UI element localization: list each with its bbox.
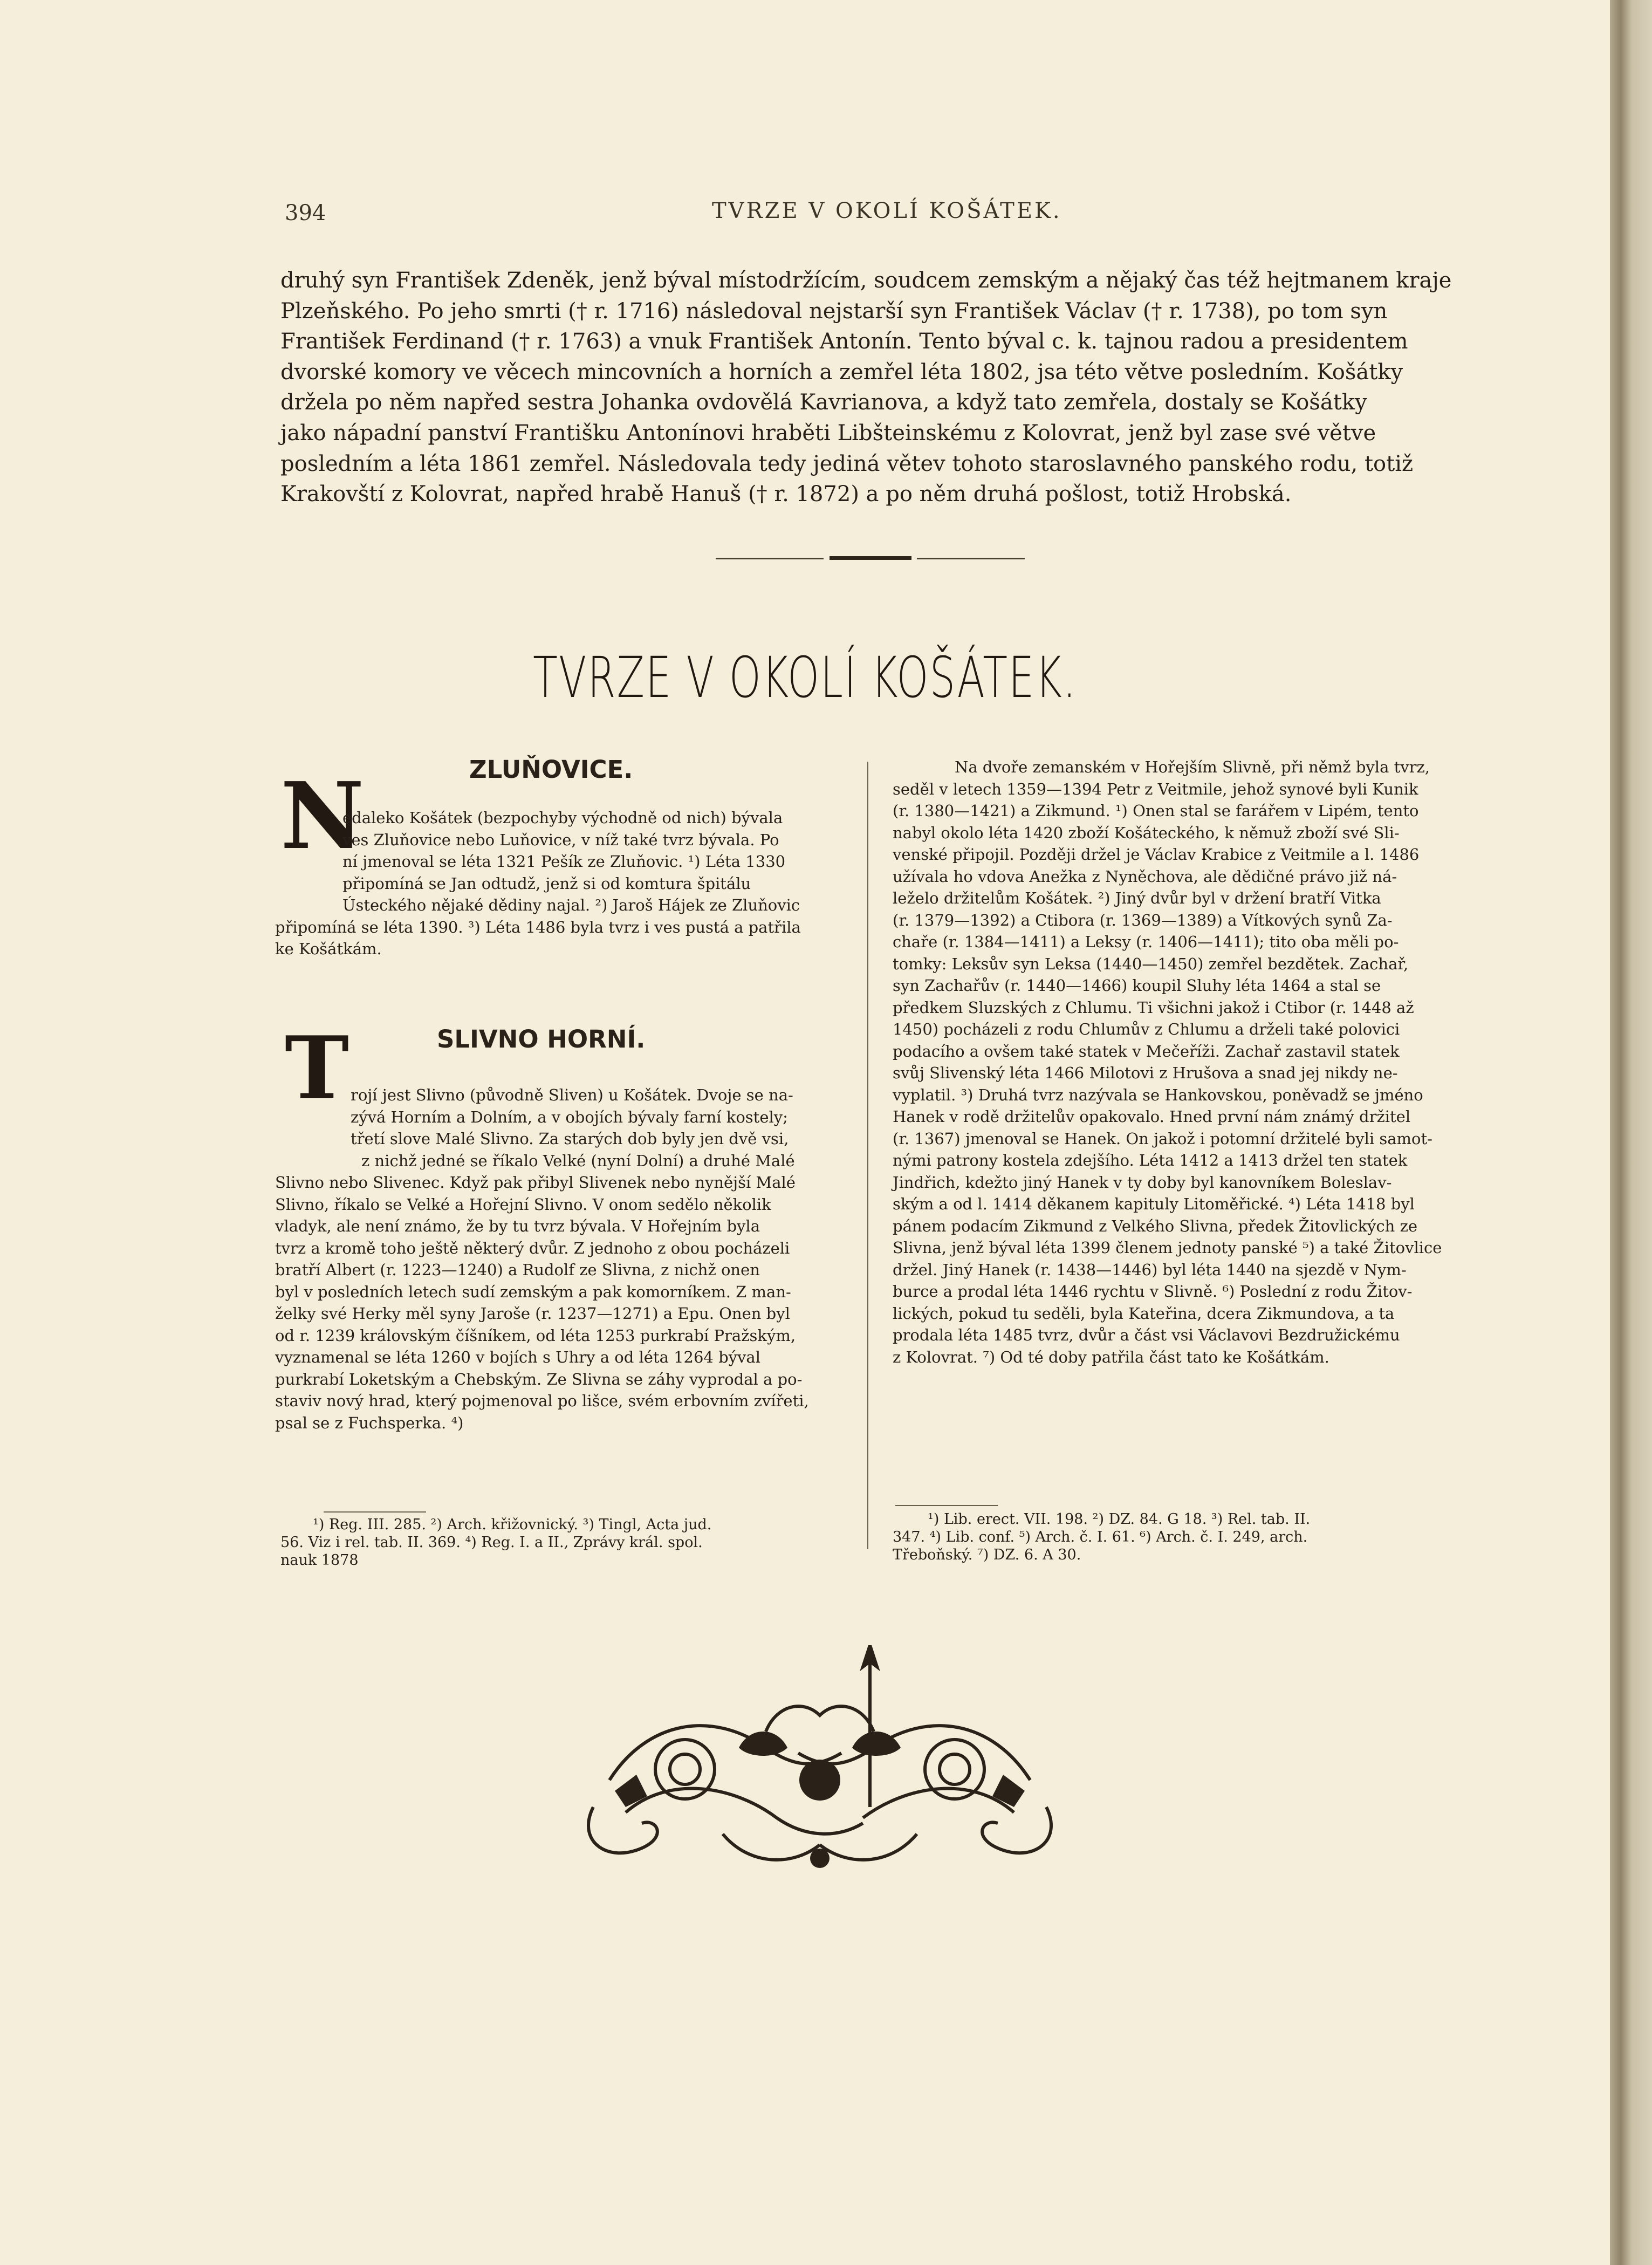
drop-cap-n: N: [280, 762, 365, 870]
separator-rule: [917, 558, 1025, 559]
footnote-rule: [324, 1511, 426, 1513]
text-line: nými patrony kostela zdejšího. Léta 1412 a 1413 držel ten statek: [893, 1151, 1408, 1169]
right-column-text: [893, 756, 1459, 1368]
text-line: Hanek v rodě držitelův opakovalo. Hned první nám známý držitel: [893, 1107, 1411, 1126]
text-line: edaleko Košátek (bezpochyby východně od nich) bývala: [342, 809, 783, 827]
footnote-rule: [895, 1505, 998, 1506]
drop-cap-t: T: [285, 1017, 349, 1119]
text-line: leželo držitelům Košátek. ²) Jiný dvůr byl v držení bratří Vitka: [893, 889, 1381, 907]
intro-line: František Ferdinand († r. 1763) a vnuk František Antonín. Tento býval c. k. tajnou radou a presidentem: [280, 329, 1408, 354]
book-edge: [1610, 0, 1652, 2265]
intro-line: Plzeňského. Po jeho smrti († r. 1716) následoval nejstarší syn František Václav († r. 1738), po tom syn: [280, 298, 1388, 324]
page-number: 394: [285, 201, 326, 225]
text-line: Ústeckého nějaké dědiny najal. ²) Jaroš Hájek ze Zluňovic: [342, 896, 800, 914]
text-line: ským a od l. 1414 děkanem kapituly Litoměřické. ⁴) Léta 1418 byl: [893, 1195, 1415, 1213]
text-line: připomíná se léta 1390. ³) Léta 1486 byla tvrz i ves pustá a patřila: [275, 918, 801, 936]
text-line: Slivno, říkalo se Velké a Hořejní Slivno. V onom sedělo několik: [275, 1195, 771, 1214]
intro-line: držela po něm napřed sestra Johanka ovdovělá Kavrianova, a když tato zemřela, dostaly se Košátky: [280, 390, 1367, 415]
text-line: venské připojil. Později držel je Václav Krabice z Veitmile a l. 1486: [893, 845, 1420, 864]
text-line: psal se z Fuchsperka. ⁴): [275, 1413, 464, 1432]
decorative-ornament: [561, 1645, 1079, 1877]
footnote-line: nauk 1878: [280, 1552, 359, 1569]
text-line: ves Zluňovice nebo Luňovice, v níž také tvrz bývala. Po: [342, 830, 779, 849]
text-line: staviv nový hrad, který pojmenoval po lišce, svém erbovním zvířeti,: [275, 1392, 809, 1410]
text-line: tomky: Leksův syn Leksa (1440—1450) zemřel bezdětek. Zachař,: [893, 954, 1409, 973]
text-line: (r. 1379—1392) a Ctibora (r. 1369—1389) a Vítkových synů Za-: [893, 911, 1393, 929]
text-line: vyplatil. ³) Druhá tvrz nazývala se Hankovskou, poněvadž se jméno: [893, 1085, 1423, 1104]
separator-rule: [830, 556, 911, 560]
text-line: od r. 1239 královským číšníkem, od léta 1253 purkrabí Pražským,: [275, 1326, 796, 1345]
text-line: vyznamenal se léta 1260 v bojích s Uhry a od léta 1264 býval: [275, 1348, 760, 1366]
text-line: připomíná se Jan odtudž, jenž si od komtura špitálu: [342, 874, 751, 893]
text-line: seděl v letech 1359—1394 Petr z Veitmile, jehož synové byli Kunik: [893, 779, 1418, 798]
separator-rule: [716, 558, 824, 559]
footnote-line: 347. ⁴) Lib. conf. ⁵) Arch. č. I. 61. ⁶) Arch. č. I. 249, arch.: [893, 1529, 1308, 1545]
text-line: užívala ho vdova Anežka z Nyněchova, ale dědičné právo již ná-: [893, 867, 1397, 886]
text-line: purkrabí Loketským a Chebským. Ze Slivna se záhy vyprodal a po-: [275, 1370, 803, 1388]
text-line: nabyl okolo léta 1420 zboží Košáteckého, k němuž zboží své Sli-: [893, 823, 1400, 842]
text-line: želky své Herky měl syny Jaroše (r. 1237—1271) a Epu. Onen byl: [275, 1304, 790, 1323]
text-line: vladyk, ale není známo, že by tu tvrz bývala. V Hořejním byla: [275, 1217, 760, 1235]
text-line: z Kolovrat. ⁷) Od té doby patřila část tato ke Košátkám.: [893, 1347, 1329, 1366]
text-line: svůj Slivenský léta 1466 Milotovi z Hrušova a snad jej nikdy ne-: [893, 1064, 1398, 1082]
text-line: předkem Sluzských z Chlumu. Ti všichni jakož i Ctibor (r. 1448 až: [893, 998, 1414, 1017]
chapter-title: TVRZE V OKOLÍ KOŠÁTEK.: [533, 645, 1077, 710]
text-line: ní jmenoval se léta 1321 Pešík ze Zluňovic. ¹) Léta 1330: [342, 852, 786, 871]
intro-line: Krakovští z Kolovrat, napřed hrabě Hanuš († r. 1872) a po něm druhá pošlost, totiž Hrobská.: [280, 482, 1292, 507]
text-line: prodala léta 1485 tvrz, dvůr a část vsi Václavovi Bezdružickému: [893, 1326, 1400, 1344]
footnote-line: ¹) Lib. erect. VII. 198. ²) DZ. 84. G 18. ³) Rel. tab. II.: [928, 1511, 1311, 1528]
text-line: Na dvoře zemanském v Hořejším Slivně, při němž byla tvrz,: [955, 758, 1430, 776]
text-line: držel. Jiný Hanek (r. 1438—1446) byl léta 1440 na sjezdě v Nym-: [893, 1260, 1407, 1279]
intro-line: dvorské komory ve věcech mincovních a horních a zemřel léta 1802, jsa této větve posledním. Košátky: [280, 359, 1403, 385]
text-line: byl v posledních letech sudí zemským a pak komorníkem. Z man-: [275, 1282, 791, 1301]
section-title-zlunovice: ZLUŇOVICE.: [469, 755, 633, 784]
intro-paragraph: [280, 265, 1480, 510]
text-line: (r. 1380—1421) a Zikmund. ¹) Onen stal se farářem v Lipém, tento: [893, 802, 1419, 820]
running-head: TVRZE V OKOLÍ KOŠÁTEK.: [712, 199, 1062, 223]
text-line: 1450) pocházeli z rodu Chlumův z Chlumu a drželi také polovici: [893, 1020, 1400, 1038]
text-line: Slivno nebo Slivenec. Když pak přibyl Slivenek nebo nynější Malé: [275, 1173, 796, 1192]
column-divider: [867, 762, 868, 1549]
text-line: z nichž jedné se říkalo Velké (nyní Dolní) a druhé Malé: [361, 1151, 795, 1170]
text-line: zývá Horním a Dolním, a v obojích bývaly farní kostely;: [351, 1107, 788, 1126]
text-line: syn Zachařův (r. 1440—1466) koupil Sluhy léta 1464 a stal se: [893, 976, 1381, 995]
text-line: burce a prodal léta 1446 rychtu v Slivně. ⁶) Poslední z rodu Žitov-: [893, 1282, 1413, 1301]
text-line: bratří Albert (r. 1223—1240) a Rudolf ze Slivna, z nichž onen: [275, 1261, 760, 1279]
footnote-line: ¹) Reg. III. 285. ²) Arch. křižovnický. ³) Tingl, Acta jud.: [313, 1516, 712, 1533]
section-title-slivno: SLIVNO HORNÍ.: [437, 1025, 646, 1053]
text-line: Jindřich, kdežto jiný Hanek v ty doby byl kanovníkem Boleslav-: [893, 1173, 1392, 1192]
intro-line: posledním a léta 1861 zemřel. Následovala tedy jediná větev tohoto staroslavného panského rodu, totiž: [280, 451, 1414, 476]
text-line: třetí slove Malé Slivno. Za starých dob byly jen dvě vsi,: [351, 1130, 789, 1148]
text-line: ke Košátkám.: [275, 940, 382, 958]
text-line: pánem podacím Zikmund z Velkého Slivna, předek Žitovlických ze: [893, 1216, 1418, 1235]
text-line: chaře (r. 1384—1411) a Leksy (r. 1406—1411); tito oba měli po-: [893, 933, 1399, 951]
text-line: Slivna, jenž býval léta 1399 členem jednoty panské ⁵) a také Žitovlice: [893, 1238, 1442, 1257]
footnote-line: Třeboňský. ⁷) DZ. 6. A 30.: [893, 1547, 1081, 1563]
text-line: podacího a ovšem také statek v Mečeříži. Zachař zastavil statek: [893, 1042, 1400, 1060]
footnote-line: 56. Viz i rel. tab. II. 369. ⁴) Reg. I. a II., Zprávy král. spol.: [280, 1534, 703, 1551]
zlunovice-text: [275, 807, 847, 960]
text-line: tvrz a kromě toho ještě některý dvůr. Z jednoho z obou pocházeli: [275, 1238, 790, 1257]
intro-line: druhý syn František Zdeněk, jenž býval místodržícím, soudcem zemským a nějaký čas též hejtmanem kraje: [280, 268, 1452, 293]
intro-line: jako nápadní panství Františku Antonínovi hraběti Libšteinskému z Kolovrat, jenž byl zase své větve: [280, 420, 1376, 446]
slivno-text: [275, 1084, 847, 1434]
text-line: (r. 1367) jmenoval se Hanek. On jakož i potomní držitelé byli samot-: [893, 1129, 1432, 1148]
text-line: lických, pokud tu seděli, byla Kateřina, dcera Zikmundova, a ta: [893, 1304, 1395, 1323]
text-line: rojí jest Slivno (původně Sliven) u Košátek. Dvoje se na-: [351, 1086, 793, 1104]
